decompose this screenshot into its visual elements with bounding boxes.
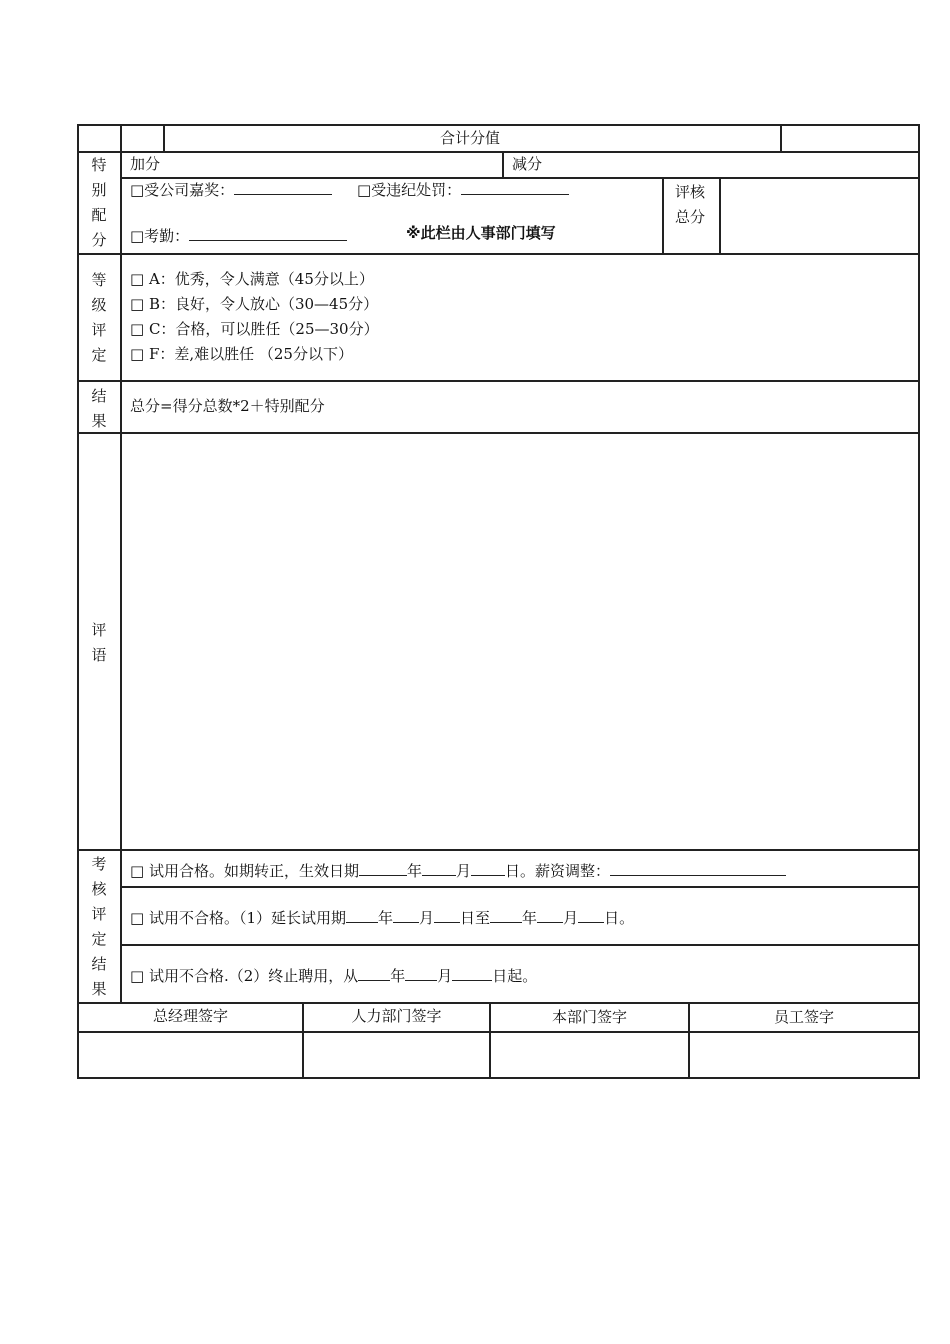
comment-area[interactable] [122,434,917,848]
line [77,1077,920,1079]
line [77,380,920,382]
total-score-label: 合计分值 [440,129,501,147]
assessment-side-label: 考 核 评 定 结 果 [91,855,107,998]
line [120,886,920,888]
grade-option-a[interactable]: □ A：优秀，令人满意（45分以上） [130,270,374,288]
line [77,151,920,153]
grade-option-b[interactable]: □ B：良好，令人放心（30—45分） [130,295,379,313]
comment-side-label: 评 语 [91,621,107,664]
line [77,124,920,126]
signature-hr-label: 人力部门签字 [351,1007,442,1025]
line [780,124,782,152]
attendance-field[interactable]: □考勤： [130,226,347,244]
review-total-label: 评核 总分 [674,183,705,226]
assessment-extend-option[interactable]: □ 试用不合格。（1）延长试用期 年 月 日至 年 月 日。 [130,909,635,927]
grade-option-c[interactable]: □ C：合格，可以胜任（25—30分） [130,320,379,338]
signature-dept-label: 本部门签字 [551,1008,627,1026]
assessment-terminate-option[interactable]: □ 试用不合格.（2）终止聘用，从 年 月 日起。 [130,967,538,985]
penalty-field[interactable]: □受违纪处罚： [357,180,569,198]
signature-gm-field[interactable] [79,1033,302,1077]
line [502,151,504,178]
result-side-label: 结 果 [91,387,107,430]
grade-side-label: 等 级 评 定 [91,271,107,364]
special-side-label: 特 别 配 分 [91,156,107,249]
review-total-value[interactable] [721,179,917,252]
hr-note: ※此栏由人事部门填写 [406,224,556,242]
add-points-label: 加分 [130,155,161,173]
result-formula: 总分=得分总数*2＋特别配分 [130,397,325,415]
line [918,124,920,1079]
signature-dept-field[interactable] [491,1033,688,1077]
line [163,124,165,152]
grade-option-f[interactable]: □ F：差,难以胜任 （25分以下） [130,345,353,363]
signature-employee-label: 员工签字 [773,1008,834,1026]
line [120,944,920,946]
signature-gm-label: 总经理签字 [152,1007,228,1025]
sub-points-label: 减分 [512,155,543,173]
line [662,177,664,254]
signature-hr-field[interactable] [304,1033,489,1077]
line [77,1002,920,1004]
line [77,849,920,851]
line [77,253,920,255]
assessment-pass-option[interactable]: □ 试用合格。如期转正，生效日期 年 月 日。薪资调整： [130,861,786,879]
signature-employee-field[interactable] [690,1033,918,1077]
reward-field[interactable]: □受公司嘉奖： [130,180,332,198]
